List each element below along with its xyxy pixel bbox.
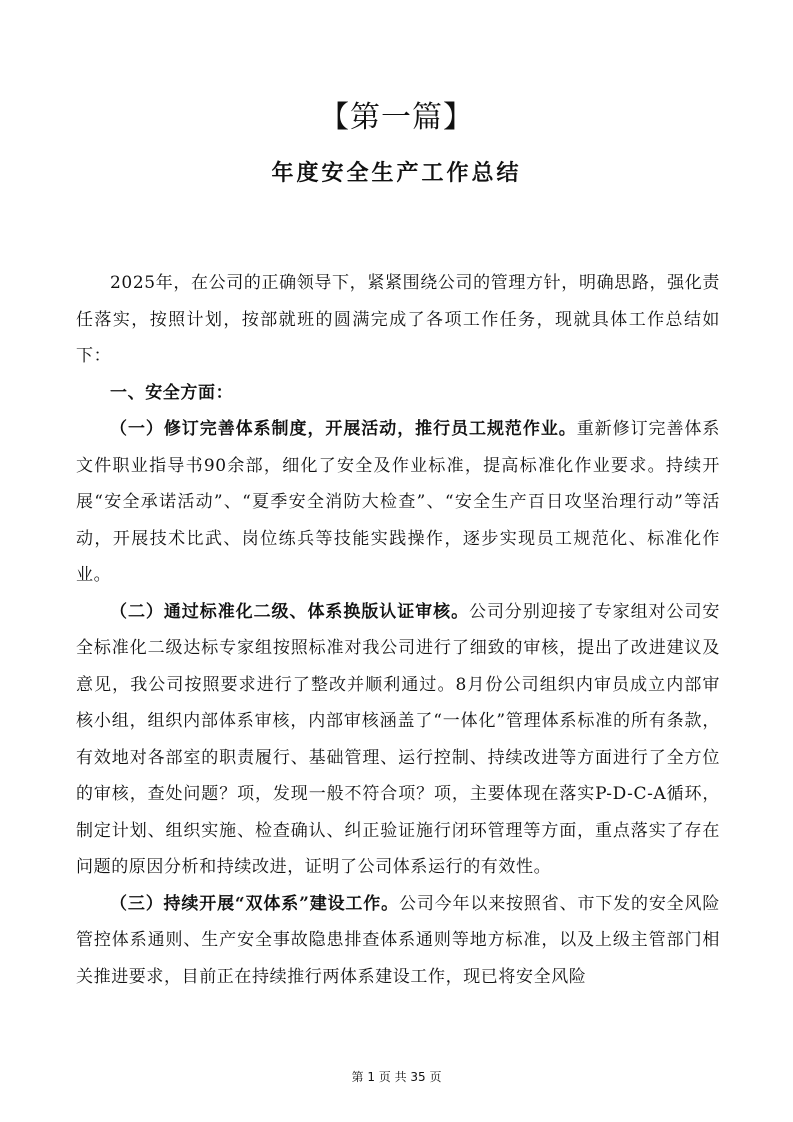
item-paragraph-3 xyxy=(76,886,720,996)
item-title-2: （二）通过标准化二级、体系换版认证审核。 xyxy=(110,601,470,622)
item-paragraph-2 xyxy=(76,594,720,886)
section-title-safety: 一、安全方面： xyxy=(110,382,234,403)
item-title-3: （三）持续开展“双体系”建设工作。 xyxy=(110,893,399,914)
item-body-1: 重新修订完善体系文件职业指导书90余部，细化了安全及作业标准，提高标准化作业要求。持续开展“安全承诺活动”、“夏季安全消防大检查”、“安全生产百日攻坚治理行动”等活动，开展技术比武、岗位练兵等技能实践操作，逐步实现员工规范化、标准化作业。 xyxy=(76,419,720,585)
document-heading: 【第一篇】 xyxy=(319,100,474,135)
item-body-3: 公司今年以来按照省、市下发的安全风险管控体系通则、生产安全事故隐患排查体系通则等地方标准，以及上级主管部门相关推进要求，目前正在持续推行两体系建设工作，现已将安全风险 xyxy=(76,893,720,987)
intro-paragraph: 2025年，在公司的正确领导下，紧紧围绕公司的管理方针，明确思路，强化责任落实，按照计划，按部就班的圆满完成了各项工作任务，现就具体工作总结如下： xyxy=(76,273,720,366)
document-body xyxy=(76,265,720,995)
document-subtitle: 年度安全生产工作总结 xyxy=(271,160,522,186)
page-footer: 第 1 页 共 35 页 xyxy=(351,1070,442,1084)
item-body-2: 公司分别迎接了专家组对公司安全标准化二级达标专家组按照标准对我公司进行了细致的审核，提出了改进建议及意见，我公司按照要求进行了整改并顺利通过。8月份公司组织内审员成立内部审核小组，组织内部体系审核，内部审核涵盖了“一体化”管理体系标准的所有条款，有效地对各部室的职责履行、基础管理、运行控制、持续改进等方面进行了全方位的审核，查处问题？项，发现一般不符合项？项，主要体现在落实P-D-C-A循环，制定计划、组织实施、检查确认、纠正验证施行闭环管理等方面，重点落实了存在问题的原因分析和持续改进，证明了公司体系运行的有效性。 xyxy=(76,601,720,877)
item-paragraph-1 xyxy=(76,411,720,594)
item-title-1: （一）修订完善体系制度，开展活动，推行员工规范作业。 xyxy=(110,419,577,439)
